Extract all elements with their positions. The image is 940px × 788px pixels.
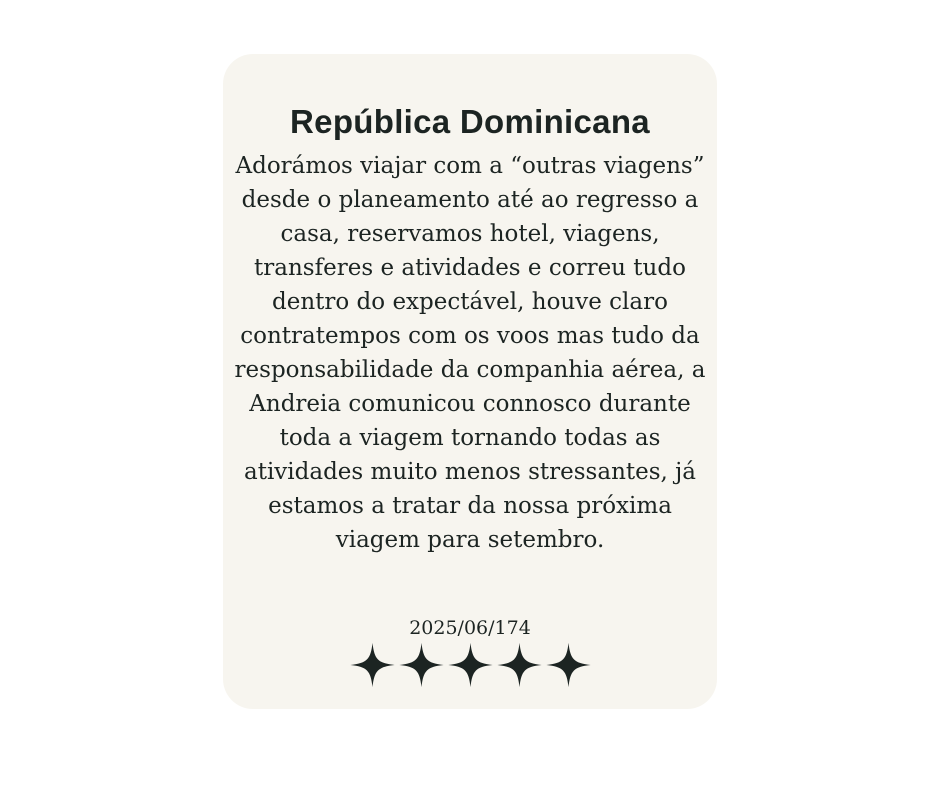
four-point-star-icon — [545, 642, 592, 688]
four-point-star-icon — [496, 642, 543, 688]
review-title: República Dominicana — [290, 103, 650, 140]
review-date: 2025/06/174 — [409, 617, 531, 639]
review-text: Adorámos viajar com a “outras viagens” desde o planeamento até ao regresso a casa, reservamos hotel, viagens, transferes e atividades e correu tudo dentro do expectável, houve claro contratempos com os voos mas tudo da responsabilidade da companhia aérea, a Andreia comunicou connosco durante toda a viagem tornando todas as atividades muito menos stressantes, já estamos a tratar da nossa próxima viagem para setembro. — [234, 153, 706, 553]
four-point-star-icon — [398, 642, 445, 688]
four-point-star-icon — [447, 642, 494, 688]
four-point-star-icon — [349, 642, 396, 688]
star-rating — [223, 642, 717, 688]
review-card — [223, 54, 717, 709]
